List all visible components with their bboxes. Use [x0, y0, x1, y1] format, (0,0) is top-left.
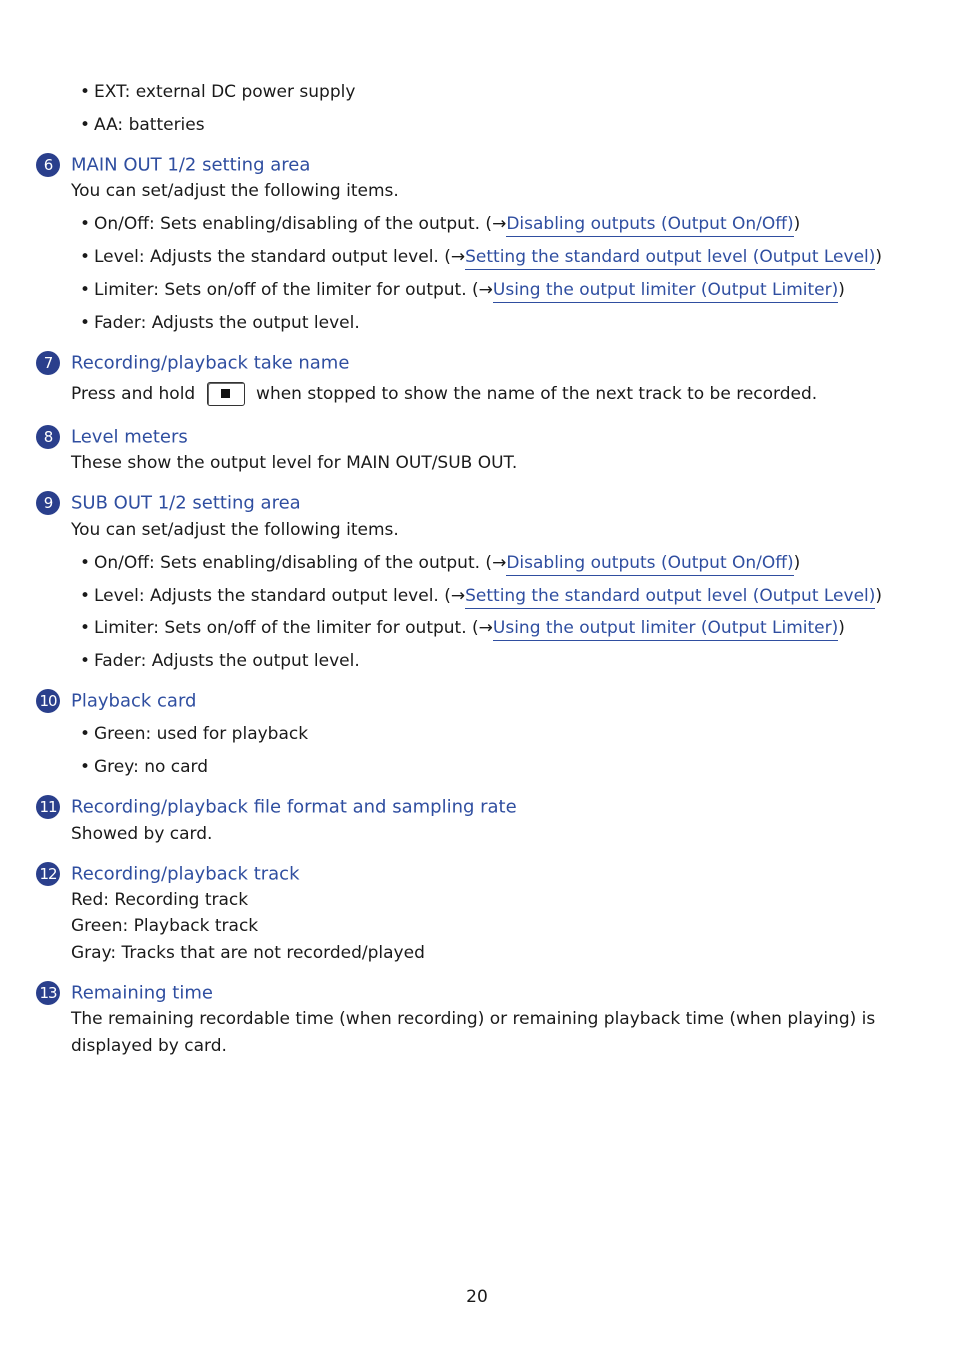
section-text: Showed by card. [71, 824, 213, 844]
section-heading-level-meters [36, 425, 188, 449]
bullet-text: On/Off: Sets enabling/disabling of the output. (→ [94, 553, 507, 573]
section-line: The remaining recordable time (when recording) or remaining playback time (when playing) is [71, 1009, 876, 1029]
section-heading-track [36, 862, 300, 886]
section-title: Playback card [71, 690, 197, 712]
link-disabling-outputs[interactable]: Disabling outputs (Output On/Off) [506, 553, 793, 576]
bullet-text: Green: used for playback [94, 724, 309, 744]
bullet-text: Grey: no card [94, 757, 209, 777]
section-line: Green: Playback track [71, 916, 259, 936]
bullet-tail: ) [875, 586, 883, 606]
link-disabling-outputs[interactable]: Disabling outputs (Output On/Off) [506, 214, 793, 237]
section-heading-playback-card [36, 689, 196, 713]
section-heading-main-out [36, 153, 310, 177]
section-heading-file-format [36, 795, 517, 819]
bullet-text: Level: Adjusts the standard output level. (→ [94, 586, 466, 606]
bullet-text: Level: Adjusts the standard output level. (→ [94, 247, 466, 267]
link-output-limiter[interactable]: Using the output limiter (Output Limiter) [493, 618, 838, 641]
section-title: MAIN OUT 1/2 setting area [71, 154, 311, 176]
section-text: These show the output level for MAIN OUT/SUB OUT. [71, 453, 518, 473]
text-before-button: Press and hold [71, 384, 196, 404]
section-title: Recording/playback track [71, 863, 300, 885]
bullet-text: Limiter: Sets on/off of the limiter for output. (→ [94, 618, 493, 638]
section-number-badge: 10 [36, 689, 60, 713]
list-item: • Limiter: Sets on/off of the limiter for output. (→Using the output limiter (Output Limiter)) [80, 280, 845, 300]
list-item: • On/Off: Sets enabling/disabling of the output. (→Disabling outputs (Output On/Off)) [80, 553, 800, 573]
link-output-limiter[interactable]: Using the output limiter (Output Limiter) [493, 280, 838, 303]
bullet-text: On/Off: Sets enabling/disabling of the output. (→ [94, 214, 507, 234]
section-line: Red: Recording track [71, 890, 249, 910]
section-text [71, 382, 817, 406]
list-item: • Level: Adjusts the standard output level. (→Setting the standard output level (Output Level)) [80, 586, 882, 606]
list-item: • Fader: Adjusts the output level. [80, 651, 360, 671]
text-after-button: when stopped to show the name of the next track to be recorded. [256, 384, 818, 404]
bullet-tail: ) [793, 553, 801, 573]
section-title: SUB OUT 1/2 setting area [71, 492, 301, 514]
section-intro: You can set/adjust the following items. [71, 181, 399, 201]
list-item: • Limiter: Sets on/off of the limiter for output. (→Using the output limiter (Output Limiter)) [80, 618, 845, 638]
link-output-level[interactable]: Setting the standard output level (Output Level) [465, 586, 875, 609]
bullet-tail: ) [793, 214, 801, 234]
section-number-badge: 9 [36, 491, 60, 515]
list-item: • Fader: Adjusts the output level. [80, 313, 360, 333]
list-item: • On/Off: Sets enabling/disabling of the output. (→Disabling outputs (Output On/Off)) [80, 214, 800, 234]
section-intro: You can set/adjust the following items. [71, 520, 399, 540]
section-number-badge: 13 [36, 981, 60, 1005]
bullet-text: Limiter: Sets on/off of the limiter for output. (→ [94, 280, 493, 300]
list-item: • Level: Adjusts the standard output level. (→Setting the standard output level (Output Level)) [80, 247, 882, 267]
section-heading-remaining-time [36, 981, 213, 1005]
section-title: Recording/playback file format and sampling rate [71, 796, 517, 818]
stop-icon [207, 382, 245, 406]
list-item: • AA: batteries [80, 115, 205, 135]
bullet-text: Fader: Adjusts the output level. [94, 651, 360, 671]
section-title: Recording/playback take name [71, 352, 350, 374]
bullet-text: EXT: external DC power supply [94, 82, 356, 102]
bullet-tail: ) [875, 247, 883, 267]
section-line: Gray: Tracks that are not recorded/played [71, 943, 425, 963]
section-title: Level meters [71, 426, 188, 448]
section-number-badge: 12 [36, 862, 60, 886]
section-title: Remaining time [71, 982, 213, 1004]
list-item: • Grey: no card [80, 757, 209, 777]
section-number-badge: 8 [36, 425, 60, 449]
stop-square-glyph [221, 389, 230, 398]
bullet-tail: ) [838, 618, 845, 638]
list-item: • Green: used for playback [80, 724, 309, 744]
section-number-badge: 6 [36, 153, 60, 177]
section-number-badge: 7 [36, 351, 60, 375]
page-number: 20 [466, 1287, 488, 1307]
bullet-tail: ) [838, 280, 845, 300]
list-item: • EXT: external DC power supply [80, 82, 356, 102]
bullet-text: AA: batteries [94, 115, 205, 135]
section-heading-sub-out [36, 491, 301, 515]
bullet-text: Fader: Adjusts the output level. [94, 313, 360, 333]
section-heading-take-name [36, 351, 349, 375]
section-number-badge: 11 [36, 795, 60, 819]
section-line: displayed by card. [71, 1036, 227, 1056]
link-output-level[interactable]: Setting the standard output level (Output Level) [465, 247, 875, 270]
